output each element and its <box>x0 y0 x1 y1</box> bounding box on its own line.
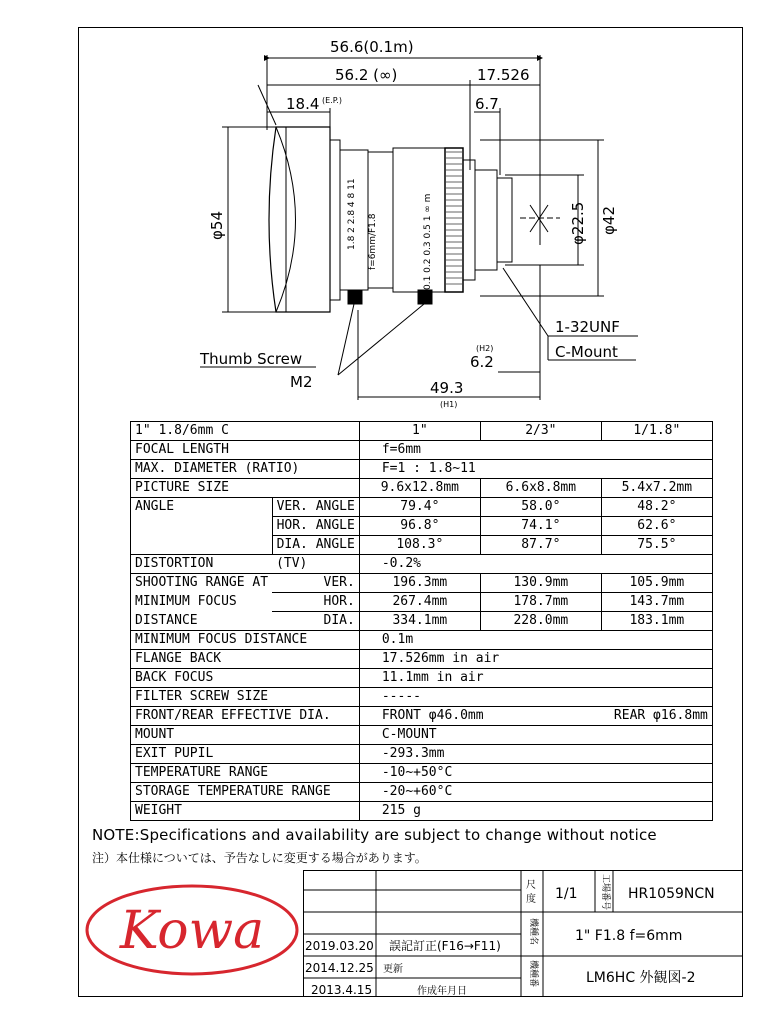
hor-angle-2: 74.1° <box>480 517 601 536</box>
picture-size-1: 9.6x12.8mm <box>359 479 480 498</box>
temperature-value: -10~+50°C <box>359 764 712 783</box>
rev-desc-3: 作成年月日 <box>417 986 467 997</box>
distortion-label: DISTORTION <box>131 555 273 574</box>
effective-dia-rear: REAR φ16.8mm <box>601 707 712 726</box>
table-row <box>131 726 713 745</box>
drawing-label: 機種番 <box>528 960 538 988</box>
scale-value: 1/1 <box>555 886 578 902</box>
storage-temperature-value: -20~+60°C <box>359 783 712 802</box>
col-2-3-inch: 2/3" <box>480 422 601 441</box>
table-row <box>131 479 713 498</box>
col-1-1-8-inch: 1/1.8" <box>601 422 712 441</box>
shooting-dia-label: DIA. <box>272 612 359 631</box>
picture-size-label: PICTURE SIZE <box>131 479 360 498</box>
dim-49-3: 49.3 <box>430 379 464 397</box>
shooting-dia-1: 334.1mm <box>359 612 480 631</box>
shooting-dia-2: 228.0mm <box>480 612 601 631</box>
picture-size-3: 5.4x7.2mm <box>601 479 712 498</box>
shooting-dia-3: 183.1mm <box>601 612 712 631</box>
table-row <box>131 441 713 460</box>
dim-overall-infinity: 56.2 (∞) <box>335 66 398 84</box>
min-focus-label: MINIMUM FOCUS DISTANCE <box>131 631 360 650</box>
scale-label-2: 度 <box>526 894 536 905</box>
picture-size-2: 6.6x8.8mm <box>480 479 601 498</box>
hor-angle-label: HOR. ANGLE <box>272 517 359 536</box>
min-focus-value: 0.1m <box>359 631 712 650</box>
rev-desc-2: 更新 <box>383 964 403 975</box>
dia-angle-2: 87.7° <box>480 536 601 555</box>
dim-dia-54: φ54 <box>208 211 226 240</box>
focal-length-label: FOCAL LENGTH <box>131 441 360 460</box>
dia-angle-3: 75.5° <box>601 536 712 555</box>
distortion-value: -0.2% <box>359 555 712 574</box>
back-focus-label: BACK FOCUS <box>131 669 360 688</box>
shooting-ver-label: VER. <box>272 574 359 593</box>
dim-entrance-pupil: 18.4 <box>286 95 320 113</box>
dia-angle-1: 108.3° <box>359 536 480 555</box>
effective-dia-label: FRONT/REAR EFFECTIVE DIA. <box>131 707 360 726</box>
ver-angle-2: 58.0° <box>480 498 601 517</box>
table-row <box>131 612 713 631</box>
title-block <box>303 870 743 997</box>
table-row <box>131 498 713 517</box>
dim-49-3-note: (H1) <box>440 400 458 409</box>
table-row <box>131 631 713 650</box>
rev-date-2: 2014.12.25 <box>305 961 374 975</box>
lens-focal-marking: f=6mm/F1.8 <box>368 213 378 270</box>
max-diameter-value: F=1 : 1.8~11 <box>359 460 712 479</box>
shooting-label-3: DISTANCE <box>131 612 273 631</box>
lens-aperture-scale: 1.8 2 2.8 4 8 11 <box>347 178 357 250</box>
table-row <box>131 669 713 688</box>
shooting-hor-1: 267.4mm <box>359 593 480 612</box>
shooting-ver-3: 105.9mm <box>601 574 712 593</box>
mount-row-value: C-MOUNT <box>359 726 712 745</box>
dim-dia-22-5: φ22.5 <box>569 201 587 245</box>
dim-dia-42: φ42 <box>600 206 618 235</box>
dia-angle-label: DIA. ANGLE <box>272 536 359 555</box>
shooting-label-1: SHOOTING RANGE AT <box>131 574 273 593</box>
temperature-label: TEMPERATURE RANGE <box>131 764 360 783</box>
dim-ep-note: (E.P.) <box>322 96 342 105</box>
dim-6-2-note: (H2) <box>476 344 494 353</box>
angle-label: ANGLE <box>131 498 273 555</box>
shooting-hor-label: HOR. <box>272 593 359 612</box>
ver-angle-3: 48.2° <box>601 498 712 517</box>
model-name: 1" 1.8/6mm C <box>131 422 360 441</box>
flange-back-value: 17.526mm in air <box>359 650 712 669</box>
logo-text: Kowa <box>119 901 265 961</box>
ver-angle-1: 79.4° <box>359 498 480 517</box>
rev-date-1: 2019.03.20 <box>305 939 374 953</box>
col-1-inch: 1" <box>359 422 480 441</box>
focal-length-value: f=6mm <box>359 441 712 460</box>
dim-6-2: 6.2 <box>470 353 494 371</box>
lens-drawing <box>0 0 768 420</box>
dim-overall-closest: 56.6(0.1m) <box>330 38 414 56</box>
thread-label: 1-32UNF <box>555 318 620 336</box>
table-row <box>131 593 713 612</box>
ver-angle-label: VER. ANGLE <box>272 498 359 517</box>
code-value: HR1059NCN <box>628 886 715 902</box>
table-row-header <box>131 422 713 441</box>
weight-value: 215 g <box>359 802 712 821</box>
table-row <box>131 764 713 783</box>
table-row <box>131 688 713 707</box>
hor-angle-3: 62.6° <box>601 517 712 536</box>
table-row <box>131 707 713 726</box>
code-label: 工場番号 <box>600 874 610 911</box>
storage-temperature-label: STORAGE TEMPERATURE RANGE <box>131 783 360 802</box>
table-row <box>131 650 713 669</box>
rev-date-3: 2013.4.15 <box>311 983 373 997</box>
table-row <box>131 555 713 574</box>
effective-dia-front: FRONT φ46.0mm <box>359 707 601 726</box>
filter-screw-value: ----- <box>359 688 712 707</box>
mount-label: C-Mount <box>555 343 618 361</box>
back-focus-value: 11.1mm in air <box>359 669 712 688</box>
distortion-tv: (TV) <box>272 555 359 574</box>
flange-back-label: FLANGE BACK <box>131 650 360 669</box>
spec-table <box>130 421 713 821</box>
thumb-screw-label: Thumb Screw <box>200 350 303 368</box>
hor-angle-1: 96.8° <box>359 517 480 536</box>
drawing-value: LM6HC 外観図-2 <box>586 970 696 986</box>
name-value: 1" F1.8 f=6mm <box>575 928 683 944</box>
scale-label-1: 尺 <box>526 880 536 891</box>
shooting-label-2: MINIMUM FOCUS <box>131 593 273 612</box>
exit-pupil-value: -293.3mm <box>359 745 712 764</box>
note-english: NOTE:Specifications and availability are subject to change without notice <box>92 826 657 844</box>
filter-screw-label: FILTER SCREW SIZE <box>131 688 360 707</box>
shooting-ver-1: 196.3mm <box>359 574 480 593</box>
kowa-logo <box>84 880 304 980</box>
table-row <box>131 783 713 802</box>
rev-desc-1: 誤記訂正(F16→F11) <box>389 939 501 953</box>
exit-pupil-label: EXIT PUPIL <box>131 745 360 764</box>
weight-label: WEIGHT <box>131 802 360 821</box>
note-japanese: 注）本仕様については、予告なしに変更する場合があります。 <box>92 851 427 865</box>
dim-6-7: 6.7 <box>475 95 499 113</box>
table-row <box>131 802 713 821</box>
dim-flange-back: 17.526 <box>477 66 530 84</box>
shooting-hor-3: 143.7mm <box>601 593 712 612</box>
name-label: 機種名 <box>528 918 538 946</box>
table-row <box>131 574 713 593</box>
shooting-ver-2: 130.9mm <box>480 574 601 593</box>
mount-row-label: MOUNT <box>131 726 360 745</box>
table-row <box>131 745 713 764</box>
max-diameter-label: MAX. DIAMETER (RATIO) <box>131 460 360 479</box>
shooting-hor-2: 178.7mm <box>480 593 601 612</box>
lens-distance-scale: 0.1 0.2 0.3 0.5 1 ∞ m <box>423 193 433 290</box>
thumb-screw-size: M2 <box>290 373 313 391</box>
table-row <box>131 460 713 479</box>
